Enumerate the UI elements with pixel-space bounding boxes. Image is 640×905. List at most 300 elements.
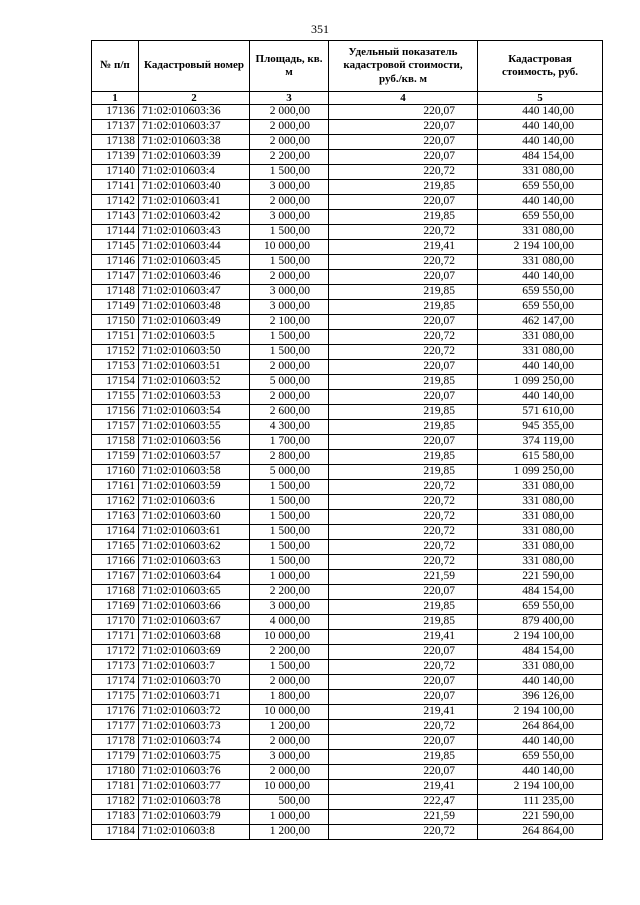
cell-cadastral-number: 71:02:010603:5 [139,330,250,345]
table-row [92,240,603,255]
cell-cadastral-cost: 659 550,00 [478,600,603,615]
cell-row-number: 17182 [92,795,139,810]
cell-cadastral-number: 71:02:010603:74 [139,735,250,750]
cell-area: 1 500,00 [250,255,329,270]
cell-row-number: 17167 [92,570,139,585]
cell-specific-value: 220,07 [329,195,478,210]
table-row [92,585,603,600]
cell-cadastral-number: 71:02:010603:48 [139,300,250,315]
cell-specific-value: 220,07 [329,765,478,780]
cell-specific-value: 220,07 [329,585,478,600]
cell-specific-value: 220,72 [329,480,478,495]
cell-cadastral-number: 71:02:010603:50 [139,345,250,360]
cell-specific-value: 220,07 [329,105,478,120]
column-number: 4 [329,92,478,105]
table-row [92,540,603,555]
cell-cadastral-cost: 331 080,00 [478,540,603,555]
cell-area: 1 500,00 [250,555,329,570]
column-number: 2 [139,92,250,105]
cell-cadastral-cost: 484 154,00 [478,645,603,660]
cell-cadastral-cost: 331 080,00 [478,510,603,525]
cell-row-number: 17157 [92,420,139,435]
table-row [92,690,603,705]
cell-row-number: 17159 [92,450,139,465]
cell-specific-value: 219,41 [329,705,478,720]
cell-cadastral-number: 71:02:010603:39 [139,150,250,165]
cell-cadastral-number: 71:02:010603:75 [139,750,250,765]
table-row [92,420,603,435]
table-row [92,765,603,780]
cell-cadastral-cost: 659 550,00 [478,750,603,765]
cell-cadastral-number: 71:02:010603:68 [139,630,250,645]
cell-cadastral-number: 71:02:010603:4 [139,165,250,180]
cell-specific-value: 220,72 [329,345,478,360]
cell-cadastral-number: 71:02:010603:44 [139,240,250,255]
cell-area: 10 000,00 [250,630,329,645]
cell-area: 10 000,00 [250,705,329,720]
cell-specific-value: 220,07 [329,315,478,330]
cell-area: 2 200,00 [250,585,329,600]
cell-cadastral-cost: 484 154,00 [478,585,603,600]
cell-row-number: 17138 [92,135,139,150]
cell-area: 500,00 [250,795,329,810]
cell-cadastral-number: 71:02:010603:38 [139,135,250,150]
cell-specific-value: 220,07 [329,135,478,150]
cell-cadastral-cost: 440 140,00 [478,195,603,210]
table-row [92,780,603,795]
cell-cadastral-cost: 331 080,00 [478,165,603,180]
cell-area: 2 000,00 [250,765,329,780]
cell-area: 1 800,00 [250,690,329,705]
cell-specific-value: 220,07 [329,390,478,405]
table-row [92,135,603,150]
cell-cadastral-cost: 221 590,00 [478,810,603,825]
cell-cadastral-number: 71:02:010603:70 [139,675,250,690]
cell-area: 1 000,00 [250,810,329,825]
cell-row-number: 17146 [92,255,139,270]
cell-specific-value: 219,85 [329,405,478,420]
cell-cadastral-cost: 659 550,00 [478,210,603,225]
cell-row-number: 17137 [92,120,139,135]
table-row [92,480,603,495]
cell-specific-value: 219,85 [329,450,478,465]
table-row [92,150,603,165]
cell-area: 1 500,00 [250,660,329,675]
cell-row-number: 17158 [92,435,139,450]
cell-row-number: 17162 [92,495,139,510]
header-cadastral-cost: Кадастровая стоимость, руб. [478,41,603,92]
cell-row-number: 17154 [92,375,139,390]
cell-cadastral-cost: 659 550,00 [478,180,603,195]
cell-cadastral-number: 71:02:010603:56 [139,435,250,450]
table-row [92,495,603,510]
table-row [92,630,603,645]
cell-row-number: 17172 [92,645,139,660]
cell-cadastral-number: 71:02:010603:52 [139,375,250,390]
table-row [92,360,603,375]
header-row-number: № п/п [92,41,139,92]
table-row [92,120,603,135]
cell-area: 2 000,00 [250,735,329,750]
cell-cadastral-number: 71:02:010603:6 [139,495,250,510]
cell-specific-value: 222,47 [329,795,478,810]
column-number: 3 [250,92,329,105]
cell-row-number: 17164 [92,525,139,540]
cell-area: 5 000,00 [250,465,329,480]
cell-cadastral-cost: 440 140,00 [478,765,603,780]
cell-cadastral-number: 71:02:010603:58 [139,465,250,480]
cell-row-number: 17136 [92,105,139,120]
cell-area: 2 000,00 [250,120,329,135]
cell-cadastral-number: 71:02:010603:78 [139,795,250,810]
cell-area: 10 000,00 [250,240,329,255]
cell-row-number: 17174 [92,675,139,690]
cell-specific-value: 219,85 [329,285,478,300]
cell-specific-value: 220,07 [329,360,478,375]
cell-cadastral-number: 71:02:010603:40 [139,180,250,195]
cell-cadastral-number: 71:02:010603:43 [139,225,250,240]
cell-specific-value: 220,72 [329,495,478,510]
cell-cadastral-number: 71:02:010603:42 [139,210,250,225]
cell-specific-value: 220,72 [329,165,478,180]
cell-cadastral-number: 71:02:010603:37 [139,120,250,135]
table-row [92,615,603,630]
cell-cadastral-number: 71:02:010603:65 [139,585,250,600]
cell-cadastral-number: 71:02:010603:49 [139,315,250,330]
cell-area: 1 500,00 [250,495,329,510]
cell-area: 2 800,00 [250,450,329,465]
cell-row-number: 17153 [92,360,139,375]
cell-specific-value: 219,85 [329,180,478,195]
table-row [92,600,603,615]
table-row [92,375,603,390]
cell-cadastral-cost: 331 080,00 [478,495,603,510]
cell-cadastral-cost: 264 864,00 [478,720,603,735]
cell-cadastral-cost: 440 140,00 [478,135,603,150]
cell-row-number: 17166 [92,555,139,570]
cell-row-number: 17142 [92,195,139,210]
cell-cadastral-cost: 2 194 100,00 [478,240,603,255]
cell-area: 1 500,00 [250,480,329,495]
cell-cadastral-cost: 331 080,00 [478,225,603,240]
cell-row-number: 17165 [92,540,139,555]
table-row [92,210,603,225]
cell-row-number: 17178 [92,735,139,750]
cell-area: 2 000,00 [250,360,329,375]
cell-area: 4 300,00 [250,420,329,435]
cell-cadastral-number: 71:02:010603:51 [139,360,250,375]
header-area: Площадь, кв. м [250,41,329,92]
cell-specific-value: 219,85 [329,600,478,615]
cell-cadastral-number: 71:02:010603:47 [139,285,250,300]
cell-cadastral-cost: 879 400,00 [478,615,603,630]
table-row [92,105,603,120]
cadastral-table [91,40,603,840]
cell-specific-value: 220,72 [329,225,478,240]
cell-area: 1 500,00 [250,330,329,345]
cell-row-number: 17148 [92,285,139,300]
cell-cadastral-cost: 2 194 100,00 [478,705,603,720]
table-row [92,555,603,570]
table-row [92,405,603,420]
cell-area: 5 000,00 [250,375,329,390]
table-row [92,750,603,765]
cell-specific-value: 220,07 [329,435,478,450]
cell-specific-value: 220,72 [329,555,478,570]
table-row [92,735,603,750]
table-row [92,300,603,315]
table-row [92,795,603,810]
cell-row-number: 17173 [92,660,139,675]
cell-specific-value: 220,07 [329,675,478,690]
table-row [92,810,603,825]
cell-specific-value: 220,07 [329,270,478,285]
cell-cadastral-cost: 659 550,00 [478,300,603,315]
cell-specific-value: 221,59 [329,570,478,585]
table-row [92,225,603,240]
table-row [92,465,603,480]
table-row [92,435,603,450]
table-row [92,345,603,360]
cell-cadastral-cost: 945 355,00 [478,420,603,435]
cell-specific-value: 219,41 [329,630,478,645]
cell-cadastral-number: 71:02:010603:77 [139,780,250,795]
cell-cadastral-cost: 484 154,00 [478,150,603,165]
cell-specific-value: 220,72 [329,525,478,540]
cell-cadastral-cost: 440 140,00 [478,270,603,285]
header-row [92,41,603,92]
cell-area: 1 500,00 [250,225,329,240]
table-row [92,675,603,690]
cell-cadastral-number: 71:02:010603:72 [139,705,250,720]
header-specific-value: Удельный показатель кадастровой стоимости, руб./кв. м [329,41,478,92]
cell-cadastral-number: 71:02:010603:76 [139,765,250,780]
column-number-row [92,92,603,105]
cell-specific-value: 220,07 [329,120,478,135]
header-cadastral-number: Кадастровый номер [139,41,250,92]
cell-cadastral-number: 71:02:010603:54 [139,405,250,420]
cell-row-number: 17139 [92,150,139,165]
cell-specific-value: 220,07 [329,735,478,750]
cell-cadastral-number: 71:02:010603:60 [139,510,250,525]
cell-cadastral-number: 71:02:010603:45 [139,255,250,270]
cell-area: 1 500,00 [250,165,329,180]
cell-cadastral-number: 71:02:010603:41 [139,195,250,210]
cell-area: 1 700,00 [250,435,329,450]
cell-specific-value: 220,72 [329,720,478,735]
cell-cadastral-number: 71:02:010603:62 [139,540,250,555]
cell-area: 2 600,00 [250,405,329,420]
cell-row-number: 17140 [92,165,139,180]
cell-specific-value: 219,85 [329,750,478,765]
cell-row-number: 17177 [92,720,139,735]
table-row [92,450,603,465]
table-row [92,660,603,675]
cell-specific-value: 219,85 [329,375,478,390]
cell-row-number: 17150 [92,315,139,330]
cell-row-number: 17143 [92,210,139,225]
cell-specific-value: 221,59 [329,810,478,825]
cell-area: 1 500,00 [250,525,329,540]
cell-cadastral-cost: 331 080,00 [478,345,603,360]
cell-cadastral-cost: 331 080,00 [478,330,603,345]
cell-area: 1 500,00 [250,510,329,525]
cell-row-number: 17169 [92,600,139,615]
cell-cadastral-number: 71:02:010603:7 [139,660,250,675]
cell-cadastral-number: 71:02:010603:71 [139,690,250,705]
cell-area: 3 000,00 [250,300,329,315]
cell-row-number: 17175 [92,690,139,705]
table-row [92,195,603,210]
table-row [92,315,603,330]
table-row [92,330,603,345]
cell-cadastral-number: 71:02:010603:64 [139,570,250,585]
cell-specific-value: 220,72 [329,540,478,555]
cell-area: 2 000,00 [250,105,329,120]
cell-row-number: 17168 [92,585,139,600]
cell-cadastral-cost: 331 080,00 [478,525,603,540]
cell-area: 3 000,00 [250,210,329,225]
table-row [92,510,603,525]
cell-row-number: 17144 [92,225,139,240]
cell-cadastral-cost: 571 610,00 [478,405,603,420]
cell-specific-value: 219,85 [329,210,478,225]
cell-cadastral-cost: 440 140,00 [478,735,603,750]
cell-cadastral-cost: 440 140,00 [478,390,603,405]
cell-row-number: 17147 [92,270,139,285]
table-row [92,270,603,285]
cell-cadastral-cost: 440 140,00 [478,675,603,690]
cell-specific-value: 219,85 [329,420,478,435]
cell-row-number: 17145 [92,240,139,255]
cell-specific-value: 220,72 [329,825,478,840]
cell-area: 4 000,00 [250,615,329,630]
cell-cadastral-number: 71:02:010603:69 [139,645,250,660]
page-number: 351 [311,22,329,36]
cell-area: 2 000,00 [250,390,329,405]
table-row [92,705,603,720]
cell-specific-value: 220,07 [329,690,478,705]
cell-cadastral-cost: 615 580,00 [478,450,603,465]
table-row [92,390,603,405]
table-row [92,645,603,660]
cell-row-number: 17163 [92,510,139,525]
cell-cadastral-number: 71:02:010603:61 [139,525,250,540]
cell-area: 2 000,00 [250,195,329,210]
cell-cadastral-cost: 440 140,00 [478,120,603,135]
cell-cadastral-cost: 2 194 100,00 [478,630,603,645]
cell-specific-value: 219,85 [329,465,478,480]
cell-specific-value: 220,72 [329,255,478,270]
cell-row-number: 17181 [92,780,139,795]
cell-area: 1 500,00 [250,345,329,360]
table-row [92,525,603,540]
table-row [92,165,603,180]
cell-row-number: 17155 [92,390,139,405]
cell-cadastral-number: 71:02:010603:55 [139,420,250,435]
cell-row-number: 17156 [92,405,139,420]
cell-row-number: 17151 [92,330,139,345]
cell-cadastral-number: 71:02:010603:53 [139,390,250,405]
cell-cadastral-number: 71:02:010603:67 [139,615,250,630]
table-row [92,285,603,300]
cell-specific-value: 220,72 [329,330,478,345]
table-row [92,180,603,195]
cell-cadastral-cost: 440 140,00 [478,360,603,375]
table-row [92,825,603,840]
cell-area: 10 000,00 [250,780,329,795]
column-number: 1 [92,92,139,105]
cell-cadastral-number: 71:02:010603:66 [139,600,250,615]
cell-cadastral-cost: 1 099 250,00 [478,375,603,390]
cell-cadastral-cost: 440 140,00 [478,105,603,120]
cell-row-number: 17180 [92,765,139,780]
table-row [92,255,603,270]
cell-area: 1 200,00 [250,720,329,735]
cell-area: 2 100,00 [250,315,329,330]
cell-cadastral-number: 71:02:010603:73 [139,720,250,735]
cell-area: 3 000,00 [250,180,329,195]
cell-specific-value: 219,41 [329,780,478,795]
cell-row-number: 17160 [92,465,139,480]
cell-cadastral-cost: 331 080,00 [478,660,603,675]
cell-specific-value: 219,85 [329,300,478,315]
cell-area: 1 200,00 [250,825,329,840]
cell-specific-value: 219,41 [329,240,478,255]
cell-row-number: 17149 [92,300,139,315]
cell-cadastral-cost: 1 099 250,00 [478,465,603,480]
cell-cadastral-number: 71:02:010603:57 [139,450,250,465]
cell-row-number: 17171 [92,630,139,645]
cell-cadastral-cost: 331 080,00 [478,480,603,495]
table-header [92,41,603,105]
cell-row-number: 17141 [92,180,139,195]
cell-area: 3 000,00 [250,750,329,765]
cell-row-number: 17179 [92,750,139,765]
cell-specific-value: 220,72 [329,660,478,675]
cell-area: 1 000,00 [250,570,329,585]
cell-row-number: 17184 [92,825,139,840]
cell-cadastral-cost: 331 080,00 [478,255,603,270]
table-row [92,570,603,585]
cell-area: 2 200,00 [250,150,329,165]
column-number: 5 [478,92,603,105]
cell-row-number: 17170 [92,615,139,630]
cell-cadastral-cost: 331 080,00 [478,555,603,570]
cell-cadastral-number: 71:02:010603:63 [139,555,250,570]
cell-area: 2 000,00 [250,135,329,150]
cell-area: 2 000,00 [250,675,329,690]
cell-row-number: 17161 [92,480,139,495]
cell-cadastral-number: 71:02:010603:59 [139,480,250,495]
cell-specific-value: 220,07 [329,645,478,660]
cell-cadastral-cost: 396 126,00 [478,690,603,705]
cell-specific-value: 220,72 [329,510,478,525]
cell-cadastral-number: 71:02:010603:79 [139,810,250,825]
cell-cadastral-number: 71:02:010603:8 [139,825,250,840]
cell-cadastral-cost: 111 235,00 [478,795,603,810]
table-body [92,105,603,840]
cell-cadastral-cost: 462 147,00 [478,315,603,330]
cell-area: 1 500,00 [250,540,329,555]
cell-area: 3 000,00 [250,285,329,300]
cell-row-number: 17176 [92,705,139,720]
cell-cadastral-cost: 221 590,00 [478,570,603,585]
cell-cadastral-number: 71:02:010603:36 [139,105,250,120]
cell-cadastral-cost: 374 119,00 [478,435,603,450]
table-row [92,720,603,735]
cell-area: 3 000,00 [250,600,329,615]
